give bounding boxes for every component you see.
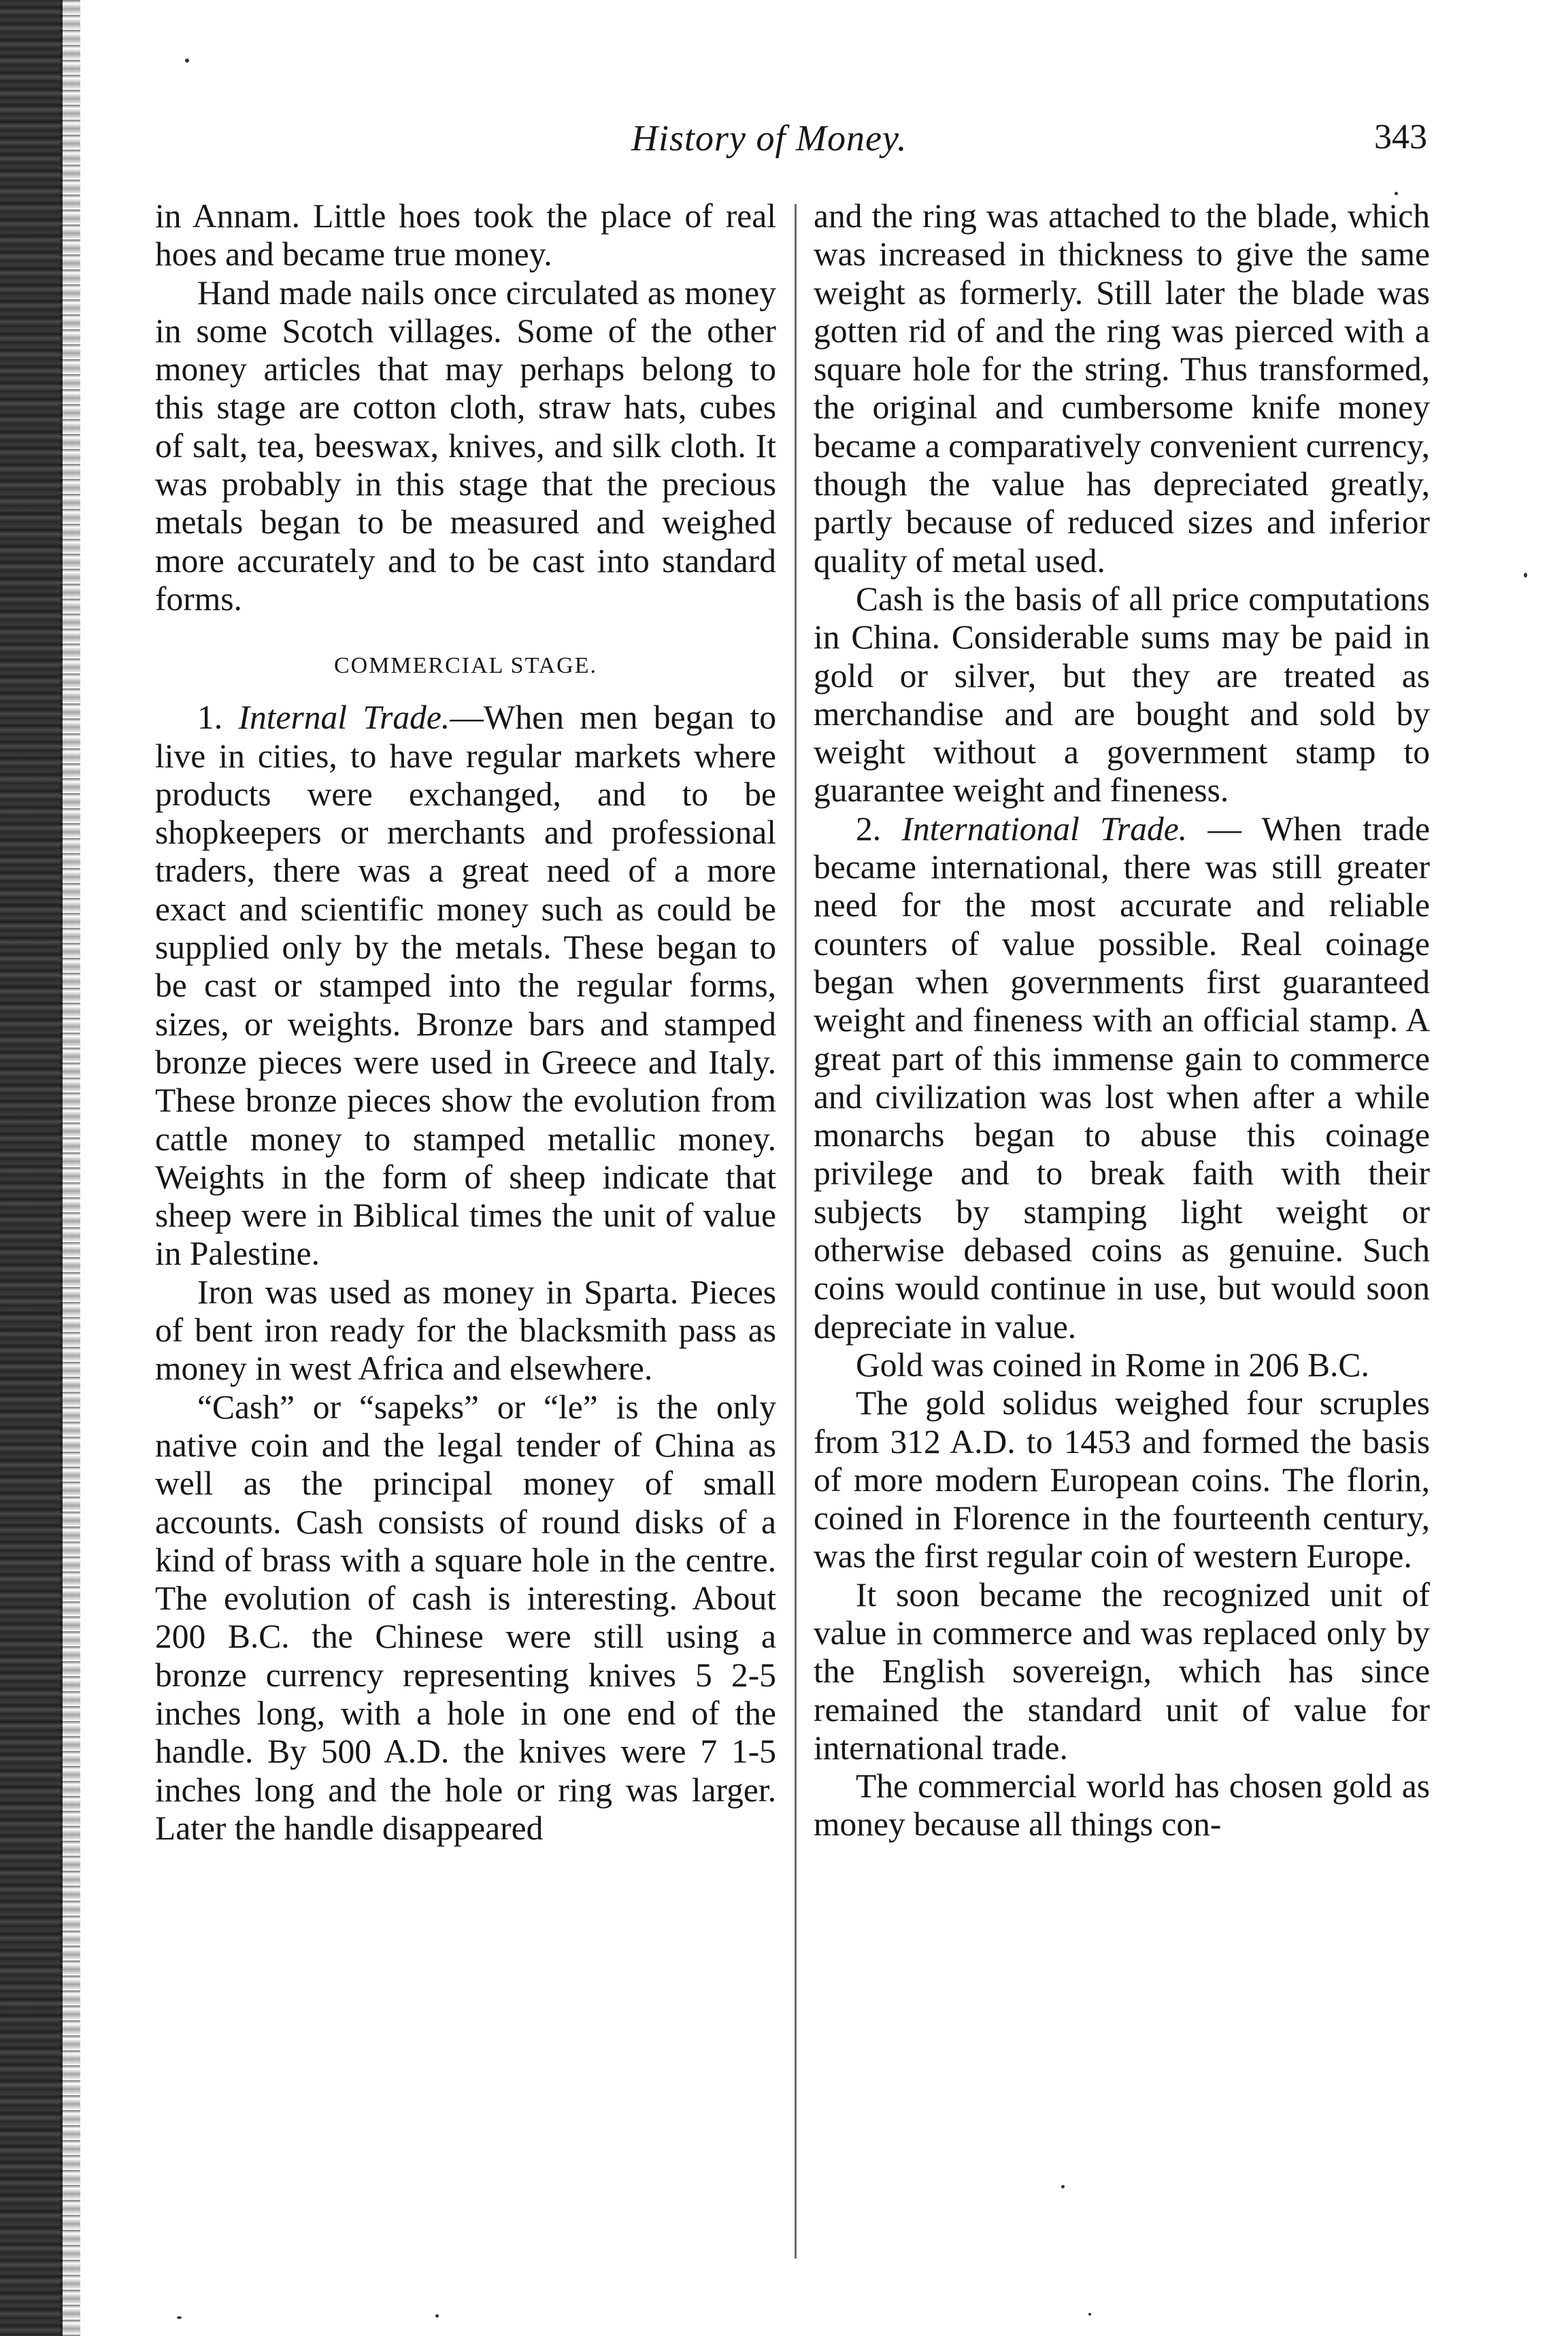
section-number: 2. — [856, 810, 882, 848]
subsection-body: —When men began to live in cities, to have regular markets where products were exchanged, and to be shopkeepers or merchants and professional traders, there was a great need of a more exact and scientific money such as could be supplied only by the metals. These began to be cast or stamped into the regular forms, sizes, or weights. Bronze bars and stamped bronze pieces were used in Greece and Italy. These bronze pieces show the evolution from cattle money to stamped metallic money. Weights in the form of sheep indicate that sheep were in Biblical times the unit of value in Palestine. — [155, 699, 776, 1273]
right-paragraph-4: Gold was coined in Rome in 206 B.C. — [856, 1346, 1369, 1384]
scan-speck — [177, 2316, 182, 2319]
running-title: History of Money. — [631, 118, 907, 158]
right-paragraph-2: Cash is the basis of all price computations in China. Considerable sums may be paid in gold or silver, but they are treated as merchandise and are bought and sold by weight without a government stamp to guarantee weight and fineness. — [814, 580, 1430, 810]
page-header — [155, 117, 1427, 171]
right-column — [814, 197, 1430, 1844]
left-paragraph-1: in Annam. Little hoes took the place of real hoes and became true money. — [155, 197, 776, 273]
left-paragraph-5: “Cash” or “sapeks” or “le” is the only native coin and the legal tender of China as well as the principal money of small accounts. Cash consists of round disks of a kind of brass with a square hole in the centre. The evolution of cash is interesting. About 200 B.C. the Chinese were still using a bronze currency representing knives 5 2-5 inches long, with a hole in one end of the handle. By 500 A.D. the knives were 7 1-5 inches long and the hole or ring was larger. Later the handle disappeared — [155, 1388, 776, 1847]
section-heading: COMMERCIAL STAGE. — [333, 653, 598, 679]
right-paragraph-6: It soon became the recognized unit of value in commerce and was replaced only by the English sovereign, which has since remained the standard unit of value for international trade. — [814, 1575, 1430, 1767]
subsection-title: International Trade. — [901, 810, 1188, 848]
page-number: 343 — [1374, 118, 1427, 156]
left-paragraph-internal-trade — [155, 699, 776, 1273]
left-paragraph-2: Hand made nails once circulated as money in some Scotch villages. Some of the other money articles that may perhaps belong to this stage are cotton cloth, straw hats, cubes of salt, tea, beeswax, knives, and silk cloth. It was probably in this stage that the precious metals began to be measured and weighed more accurately and to be cast into standard forms. — [155, 273, 776, 618]
section-number: 1. — [197, 699, 223, 737]
left-column — [155, 197, 776, 1848]
scan-speck — [1395, 192, 1398, 195]
left-paragraph-4: Iron was used as money in Sparta. Pieces of bent iron ready for the blacksmith pass as money in west Africa and elsewhere. — [155, 1273, 776, 1388]
scan-speck — [1061, 2185, 1065, 2188]
binding-edge-shadow — [0, 0, 63, 2336]
right-paragraph-5: The gold solidus weighed four scruples from 312 A.D. to 1453 and formed the basis of more modern European coins. The florin, coined in Florence in the fourteenth century, was the first regular coin of western Europe. — [814, 1384, 1430, 1575]
binding-edge-gradient — [60, 0, 80, 2336]
column-divider — [795, 204, 797, 2258]
scan-speck — [435, 2314, 439, 2318]
right-paragraph-1: and the ring was attached to the blade, which was increased in thickness to give the same weight as formerly. Still later the blade was gotten rid of and the ring was pierced with a square hole for the string. Thus transformed, the original and cumbersome knife money became a comparatively convenient currency, though the value has depreciated greatly, partly because of reduced sizes and inferior quality of metal used. — [814, 197, 1430, 580]
right-paragraph-international-trade — [814, 810, 1430, 1346]
subsection-body: — When trade became international, there was still greater need for the most accurate and reliable counters of value possible. Real coinage began when governments first guaranteed weight and fineness with an official stamp. A great part of this immense gain to commerce and civilization was lost when after a while monarchs began to abuse this coinage privilege and to break faith with their subjects by stamping light weight or otherwise debased coins as genuine. Such coins would continue in use, but would soon depreciate in value. — [814, 810, 1431, 1346]
subsection-title: Internal Trade. — [238, 699, 450, 737]
right-paragraph-7: The commercial world has chosen gold as money because all things con- — [814, 1767, 1430, 1843]
scan-speck — [185, 59, 189, 63]
scan-speck — [1524, 573, 1527, 578]
scan-speck — [1088, 2313, 1091, 2316]
